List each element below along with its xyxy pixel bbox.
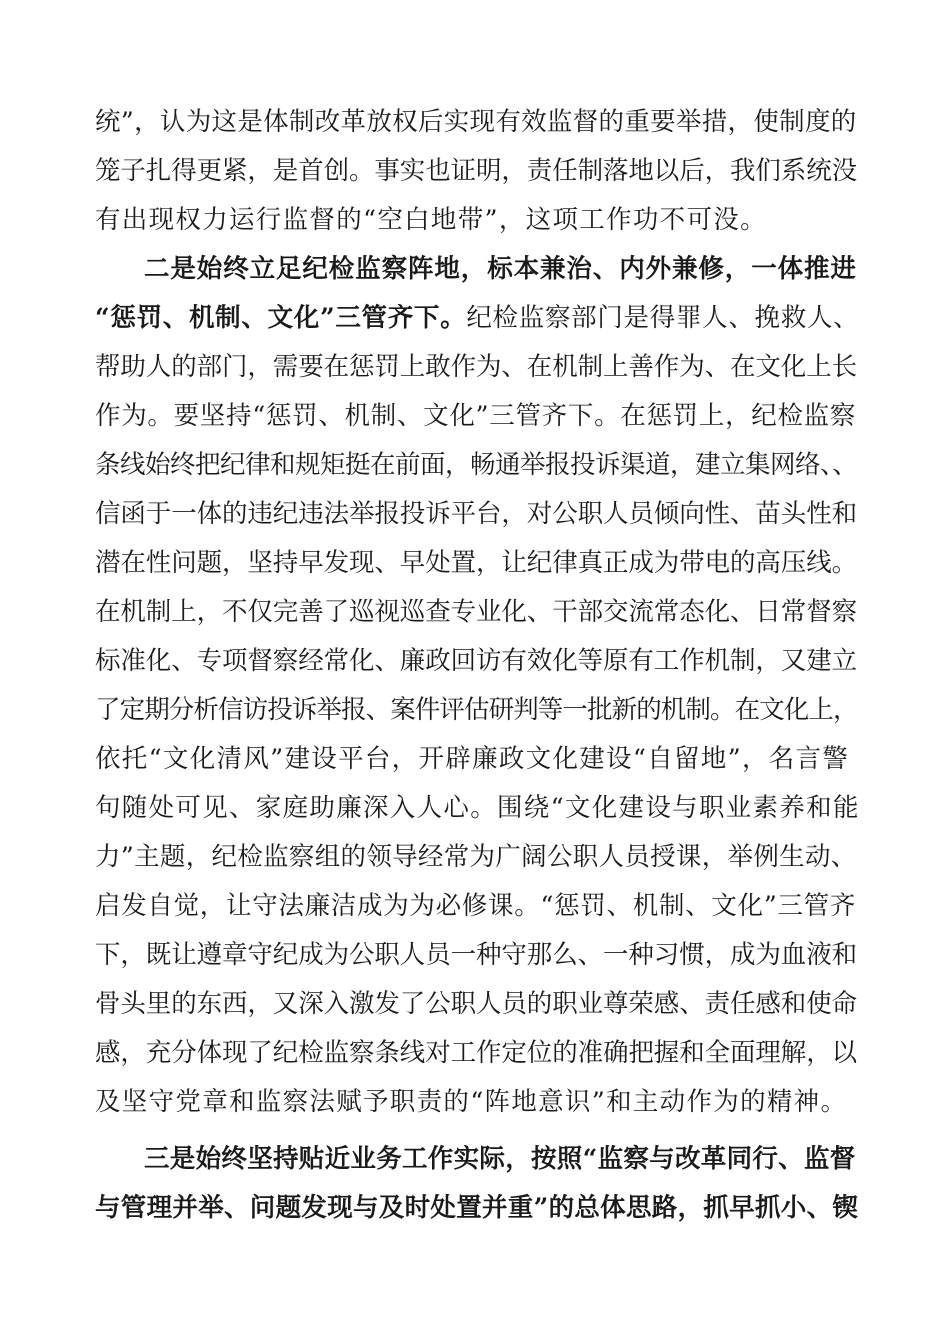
text-segment: 纪检监察部门是得罪人、挽救人、	[466, 303, 860, 333]
text-line: 力”主题，纪检监察组的领导经常为广阔公职人员授课，举例生动、	[95, 842, 857, 872]
text-line: 启发自觉，让守法廉洁成为为必修课。“惩罚、机制、文化”三管齐	[95, 891, 857, 921]
text-line: 帮助人的部门，需要在惩罚上敢作为、在机制上善作为、在文化上长	[95, 352, 858, 382]
text-line-mixed	[95, 294, 859, 342]
section-heading-line: 二是始终立足纪检监察阵地，标本兼治、内外兼修，一体推进	[144, 254, 857, 284]
text-line: 标准化、专项督察经常化、廉政回访有效化等原有工作机制，又建立	[95, 646, 858, 676]
text-line: 条线始终把纪律和规矩挺在前面，畅通举报投诉渠道，建立集网络、、	[95, 450, 858, 480]
text-line: 统”，认为这是体制改革放权后实现有效监督的重要举措，使制度的	[95, 107, 857, 137]
section-heading-end: “惩罚、机制、文化”三管齐下。	[95, 303, 467, 333]
text-line: 及坚守党章和监察法赋予职责的“阵地意识”和主动作为的精神。	[95, 1087, 848, 1117]
section-heading-line: 与管理并举、问题发现与及时处置并重”的总体思路，抓早抓小、锲	[95, 1193, 859, 1223]
text-line: 有出现权力运行监督的“空白地带”，这项工作功不可没。	[95, 205, 767, 235]
text-line: 下，既让遵章守纪成为公职人员一种守那么、一种习惯，成为血液和	[95, 940, 858, 970]
text-line: 信函于一体的违纪违法举报投诉平台，对公职人员倾向性、苗头性和	[95, 499, 858, 529]
text-line: 了定期分析信访投诉举报、案件评估研判等一批新的机制。在文化上，	[95, 695, 858, 725]
text-line: 依托“文化清风”建设平台，开辟廉政文化建设“自留地”，名言警	[95, 744, 850, 774]
text-line: 句随处可见、家庭助廉深入人心。围绕“文化建设与职业素养和能	[95, 793, 860, 823]
text-line: 作为。要坚持“惩罚、机制、文化”三管齐下。在惩罚上，纪检监察	[95, 401, 857, 431]
text-line: 在机制上，不仅完善了巡视巡查专业化、干部交流常态化、日常督察	[95, 597, 858, 627]
text-line: 感，充分体现了纪检监察条线对工作定位的准确把握和全面理解，以	[95, 1038, 858, 1068]
text-line: 骨头里的东西，又深入激发了公职人员的职业尊荣感、责任感和使命	[95, 989, 858, 1019]
text-line: 笼子扎得更紧，是首创。事实也证明，责任制落地以后，我们系统没	[95, 156, 858, 186]
section-heading-line: 三是始终坚持贴近业务工作实际，按照“监察与改革同行、监督	[144, 1144, 856, 1174]
text-line: 潜在性问题，坚持早发现、早处置，让纪律真正成为带电的高压线。	[95, 548, 858, 578]
